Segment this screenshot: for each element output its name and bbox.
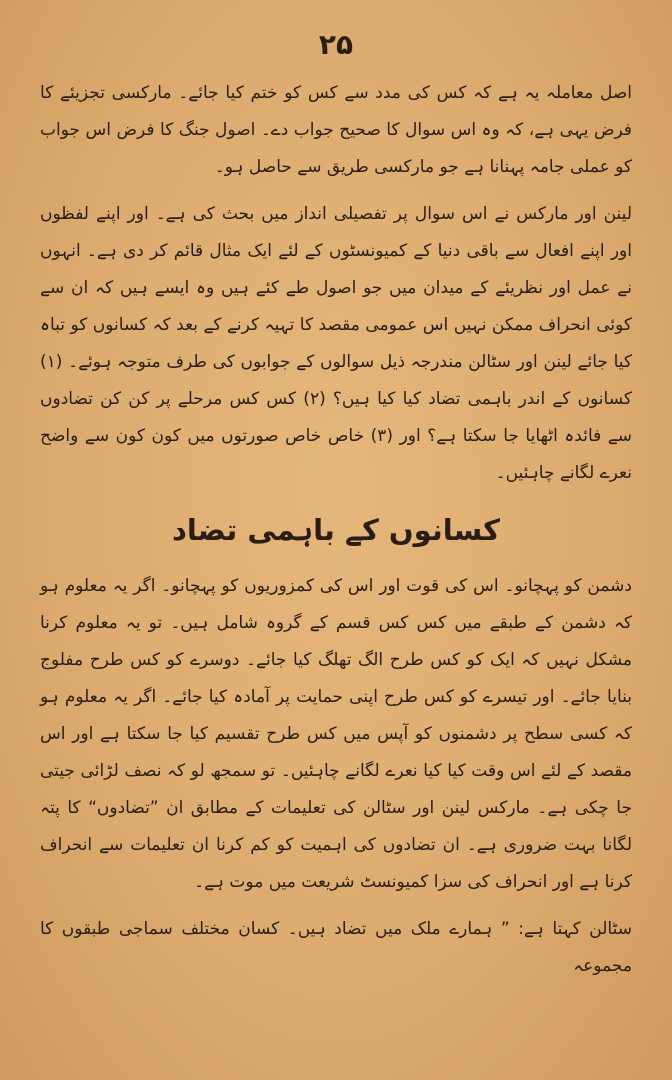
page-number: ۲۵ [318, 28, 354, 61]
paragraph-know-enemy: دشمن کو پہچانو۔ اس کی قوت اور اس کی کمزوریوں کو پہچانو۔ اگر یہ معلوم ہو کہ دشمن کے طبقے میں کس کس قسم کے گروہ شامل ہیں۔ تو یہ معلوم کرنا مشکل نہیں کہ ایک کو کس طرح الگ تھلگ کیا جائے۔ دوسرے کو کس طرح مفلوج بنایا جائے۔ اور تیسرے کو کس طرح اپنی حمایت پر آمادہ کیا جائے۔ اگر یہ معلوم ہو کہ کسی سطح پر دشمنوں کو آپس میں کس طرح تقسیم کیا جا سکتا ہے اور اس مقصد کے لئے اس وقت کیا کیا نعرے لگانے چاہئیں۔ تو سمجھ لو کہ نصف لڑائی جیتی جا چکی ہے۔ مارکس لینن اور سٹالن کی تعلیمات کے مطابق ان ”تضادوں“ کا پتہ لگانا بہت ضروری ہے۔ ان تضادوں کی اہمیت کو کم کرنا ان تعلیمات سے انحراف کرنا ہے اور انحراف کی سزا کمیونسٹ شریعت میں موت ہے۔ [40, 576, 632, 892]
paragraph-intro: اصل معاملہ یہ ہے کہ کس کی مدد سے کس کو ختم کیا جائے۔ مارکسی تجزیئے کا فرض یہی ہے، کہ وہ اس سوال کا صحیح جواب دے۔ اصول جنگ کا فرض اس جواب کو عملی جامہ پہنانا ہے جو مارکسی طریق سے حاصل ہو۔ [40, 83, 632, 177]
paragraph-lenin-marx: لینن اور مارکس نے اس سوال پر تفصیلی انداز میں بحث کی ہے۔ اور اپنے لفظوں اور اپنے افعال سے باقی دنیا کے کمیونسٹوں کے لئے ایک مثال قائم کر دی ہے۔ انہوں نے عمل اور نظریئے کے میدان میں جو اصول طے کئے ہیں وہ ایسے ہیں کہ ان سے کوئی انحراف ممکن نہیں اس عمومی مقصد کا تہیہ کرنے کے بعد کہ کسانوں کو تباہ کیا جائے لینن اور سٹالن مندرجہ ذیل سوالوں کے جوابوں کی طرف متوجہ ہوئے۔ (۱) کسانوں کے اندر باہمی تضاد کیا کیا ہیں؟ (۲) کس کس مرحلے پر کن کن تضادوں سے فائدہ اٹھایا جا سکتا ہے؟ اور (۳) خاص خاص صورتوں میں کون کون سے واضح نعرے لگانے چاہئیں۔ [40, 204, 633, 483]
paragraph-stalin-quote: سٹالن کہتا ہے: ” ہمارے ملک میں تضاد ہیں۔ کسان مختلف سماجی طبقوں کا مجموعہ [40, 919, 632, 976]
page-text [40, 75, 632, 985]
section-heading: کسانوں کے باہمی تضاد [171, 513, 501, 547]
